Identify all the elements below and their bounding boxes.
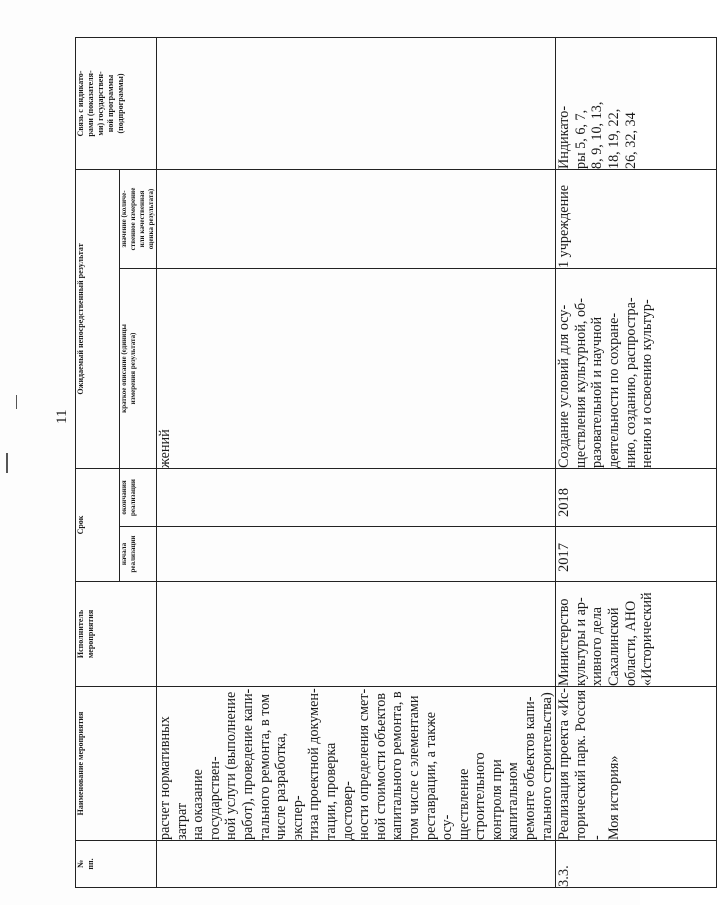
header-result: Ожидаемый непосредственный результат bbox=[76, 170, 120, 469]
header-executor: Исполнитель мероприятия bbox=[76, 582, 157, 687]
header-no: № пп. bbox=[76, 841, 157, 888]
cell-result-value bbox=[157, 170, 556, 269]
rotated-table-container bbox=[75, 38, 656, 888]
cell-result-desc: Создание условий для осу- ществления культурной, об- разовательной и научной деятельности по сохране- нию, созданию, распростра- нению и освоению культур- bbox=[556, 269, 717, 469]
header-name: Наименование мероприятия bbox=[76, 687, 157, 841]
cell-end bbox=[157, 469, 556, 527]
cell-link bbox=[157, 38, 556, 170]
cell-name: Реализация проекта «Ис- торический парк. Россия - Моя история» bbox=[556, 687, 717, 841]
cell-no: 3.3. bbox=[556, 841, 717, 888]
header-term-start: начала реализации bbox=[120, 527, 157, 582]
page-number: 11 bbox=[54, 409, 70, 424]
header-row bbox=[76, 38, 120, 888]
header-term-end: окончания реализации bbox=[120, 469, 157, 527]
header-link: Связь с индикато- рами (показателя- ми) государствен- ной программы (подпрограммы) bbox=[76, 38, 157, 170]
cell-end: 2018 bbox=[556, 469, 717, 527]
cell-result-value: 1 учреждение bbox=[556, 170, 717, 269]
cell-link: Индикато- ры 5, 6, 7, 8, 9, 10, 13, 18, 19, 22, 26, 32, 34 bbox=[556, 38, 717, 170]
table-row-3-3 bbox=[556, 38, 717, 888]
header-term: Срок bbox=[76, 469, 120, 582]
cell-no bbox=[157, 841, 556, 888]
cell-executor bbox=[157, 582, 556, 687]
margin-mark bbox=[16, 395, 17, 409]
cell-start bbox=[157, 527, 556, 582]
header-result-value: значение (количе- ственное измерение или качественная оценка результата) bbox=[120, 170, 157, 269]
cell-name: расчет нормативных затрат на оказание государствен- ной услуги (выполнение работ), проведение капи- тального ремонта, в том числе разработка, экспер- тиза проектной докумен- тации, проверка достовер- ности определения смет- ной стоимости объектов капитального ремонта, в том числе с элементами реставрации, а также осу- ществление строительного контроля при капитальном ремонте объектов капи- тального строительства) bbox=[157, 688, 555, 840]
cell-executor: Министерство культуры и ар- хивного дела Сахалинской области, АНО «Исторический bbox=[556, 582, 717, 687]
cell-start: 2017 bbox=[556, 527, 717, 582]
header-result-desc: краткое описание (единицы измерения результата) bbox=[120, 269, 157, 469]
margin-mark bbox=[6, 453, 8, 473]
cell-result-desc: жений bbox=[157, 269, 556, 469]
table-row-continuation bbox=[157, 38, 556, 888]
measures-table bbox=[75, 37, 717, 888]
